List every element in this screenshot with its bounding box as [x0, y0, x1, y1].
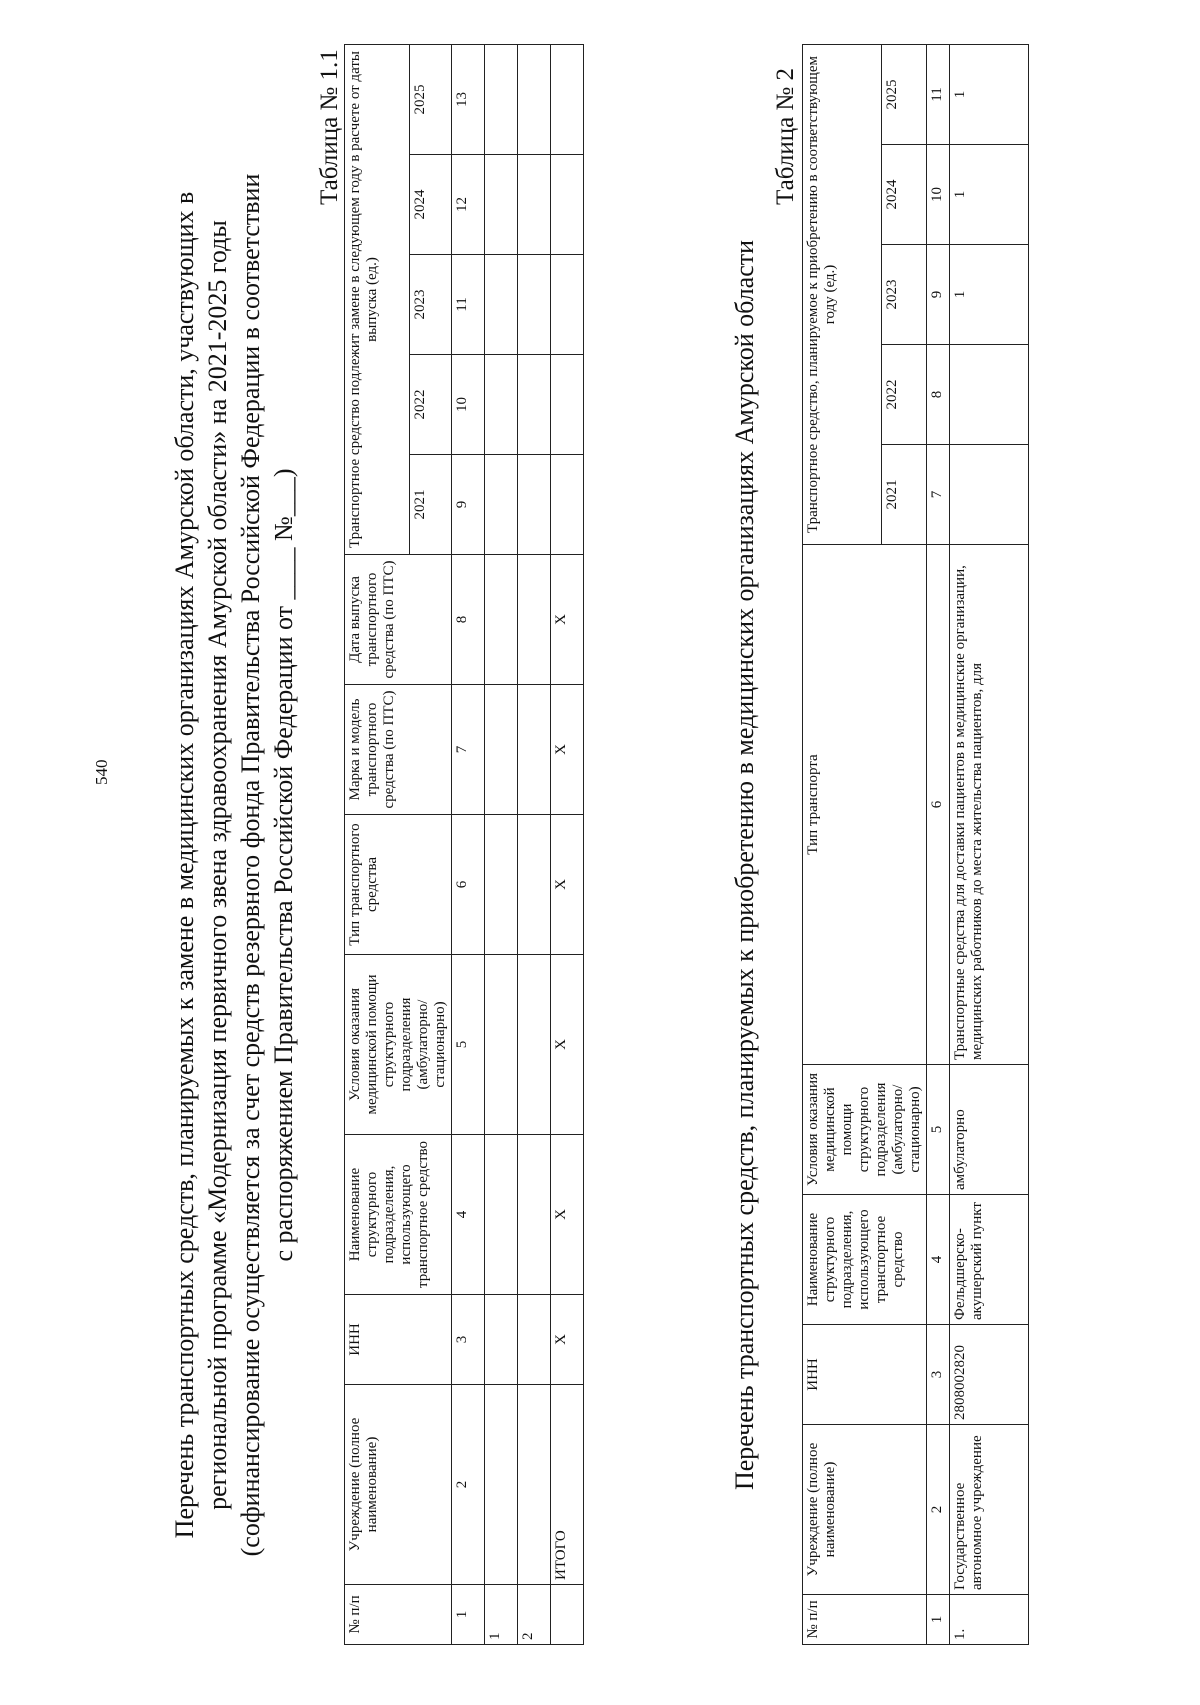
column-number: 8	[927, 345, 950, 445]
column-number: 7	[927, 445, 950, 545]
cell	[551, 355, 584, 455]
column-number: 9	[927, 245, 950, 345]
cell: Х	[551, 955, 584, 1135]
header-replace-group: Транспортное средство подлежит замене в следующем году в расчете от даты выпуска (ед.)	[345, 45, 410, 555]
cell	[518, 1295, 551, 1385]
column-number: 4	[927, 1195, 950, 1325]
column-number-row	[452, 45, 485, 1645]
cell-inn: 2808002820	[950, 1325, 1029, 1425]
column-number: 4	[452, 1135, 485, 1295]
header-institution: Учреждение (полное наименование)	[803, 1425, 927, 1595]
cell-unit: Фельдшерско-акушерский пункт	[950, 1195, 1029, 1325]
cell-num: 1.	[950, 1595, 1029, 1645]
cell	[485, 155, 518, 255]
cell	[485, 1295, 518, 1385]
column-number: 2	[927, 1425, 950, 1595]
column-number: 1	[927, 1595, 950, 1645]
cell	[551, 1585, 584, 1645]
column-number: 2	[452, 1385, 485, 1585]
column-number: 6	[452, 815, 485, 955]
header-purchase-group: Транспортное средство, планируемое к приобретению в соответствующем году (ед.)	[803, 45, 882, 545]
cell	[518, 685, 551, 815]
cell-transport-type: Транспортные средства для доставки пациентов в медицинские организации, медицинских работников до места жительства пациентов, для	[950, 545, 1029, 1065]
title-line: региональной программе «Модернизация первичного звена здравоохранения Амурской области» на 2021-2025 годы	[203, 220, 232, 1510]
column-number: 10	[927, 145, 950, 245]
table-row	[485, 45, 518, 1645]
header-inn: ИНН	[803, 1325, 927, 1425]
cell	[485, 1385, 518, 1585]
cell: 1	[485, 1585, 518, 1645]
column-number: 5	[452, 955, 485, 1135]
header-unit: Наименование структурного подразделения, использующего транспортное средство	[803, 1195, 927, 1325]
cell	[518, 255, 551, 355]
header-year: 2022	[882, 345, 927, 445]
column-number: 1	[452, 1585, 485, 1645]
header-year: 2025	[882, 45, 927, 145]
header-year: 2022	[410, 355, 452, 455]
header-year: 2024	[882, 145, 927, 245]
cell	[518, 815, 551, 955]
title-line: (софинансирование осуществляется за счет средств резервного фонда Правительства Российской Федерации в соответствии	[236, 173, 265, 1557]
title-table-1	[168, 85, 300, 1645]
cell	[551, 155, 584, 255]
cell	[518, 355, 551, 455]
header-transport-type: Тип транспорта	[803, 545, 927, 1065]
table-1-caption: Таблица № 1.1	[316, 49, 343, 205]
cell	[518, 1385, 551, 1585]
header-inn: ИНН	[345, 1295, 452, 1385]
header-year: 2025	[410, 45, 452, 155]
title-line: Перечень транспортных средств, планируемых к замене в медицинских организациях Амурской области, участвующих в	[170, 191, 199, 1539]
header-year: 2021	[410, 455, 452, 555]
cell-year: 1	[950, 145, 1029, 245]
total-row	[551, 45, 584, 1645]
column-number: 6	[927, 545, 950, 1065]
cell	[485, 255, 518, 355]
cell	[518, 45, 551, 155]
header-release-date: Дата выпуска транспортного средства (по ПТС)	[345, 555, 452, 685]
header-unit: Наименование структурного подразделения, использующего транспортное средство	[345, 1135, 452, 1295]
header-conditions: Условия оказания медицинской помощи структурного подразделения (амбулаторно/ стационарно)	[345, 955, 452, 1135]
cell: Х	[551, 555, 584, 685]
cell	[485, 1135, 518, 1295]
column-number: 13	[452, 45, 485, 155]
cell: Х	[551, 685, 584, 815]
cell	[551, 45, 584, 155]
column-number: 7	[452, 685, 485, 815]
column-number: 3	[452, 1295, 485, 1385]
cell	[485, 815, 518, 955]
total-label: ИТОГО	[551, 1385, 584, 1585]
header-conditions: Условия оказания медицинской помощи структурного подразделения (амбулаторно/ стационарно)	[803, 1065, 927, 1195]
cell	[485, 685, 518, 815]
cell: 2	[518, 1585, 551, 1645]
cell-year	[950, 445, 1029, 545]
column-number: 10	[452, 355, 485, 455]
cell	[485, 555, 518, 685]
cell	[551, 455, 584, 555]
cell	[518, 155, 551, 255]
header-num: № п/п	[345, 1585, 452, 1645]
cell	[518, 955, 551, 1135]
header-year: 2023	[882, 245, 927, 345]
column-number-row	[927, 45, 950, 1645]
title-table-2: Перечень транспортных средств, планируемых к приобретению в медицинских организациях Амурской области	[730, 239, 759, 1491]
cell	[485, 45, 518, 155]
cell	[485, 455, 518, 555]
cell: Х	[551, 1295, 584, 1385]
cell	[485, 355, 518, 455]
cell	[518, 455, 551, 555]
header-year: 2023	[410, 255, 452, 355]
cell-year	[950, 345, 1029, 445]
header-institution: Учреждение (полное наименование)	[345, 1385, 452, 1585]
table-row	[950, 45, 1029, 1645]
cell	[518, 1135, 551, 1295]
header-vehicle-type: Тип транспортного средства	[345, 815, 452, 955]
header-year: 2021	[882, 445, 927, 545]
cell-conditions: амбулаторно	[950, 1065, 1029, 1195]
header-brand: Марка и модель транспортного средства (по ПТС)	[345, 685, 452, 815]
column-number: 5	[927, 1065, 950, 1195]
header-num: № п/п	[803, 1595, 927, 1645]
cell-year: 1	[950, 45, 1029, 145]
column-number: 11	[927, 45, 950, 145]
table-2	[802, 44, 1029, 1645]
cell-institution: Государственное автономное учреждение	[950, 1425, 1029, 1595]
column-number: 11	[452, 255, 485, 355]
cell	[485, 955, 518, 1135]
cell	[518, 555, 551, 685]
table-row	[518, 45, 551, 1645]
cell-year: 1	[950, 245, 1029, 345]
cell: Х	[551, 815, 584, 955]
page-number: 540	[92, 759, 111, 785]
table-1	[344, 44, 584, 1645]
title-line: с распоряжением Правительства Российской Федерации от ____ №___)	[269, 468, 298, 1262]
column-number: 8	[452, 555, 485, 685]
column-number: 3	[927, 1325, 950, 1425]
column-number: 9	[452, 455, 485, 555]
table-2-caption: Таблица № 2	[772, 67, 799, 205]
header-year: 2024	[410, 155, 452, 255]
cell: Х	[551, 1135, 584, 1295]
column-number: 12	[452, 155, 485, 255]
cell	[551, 255, 584, 355]
